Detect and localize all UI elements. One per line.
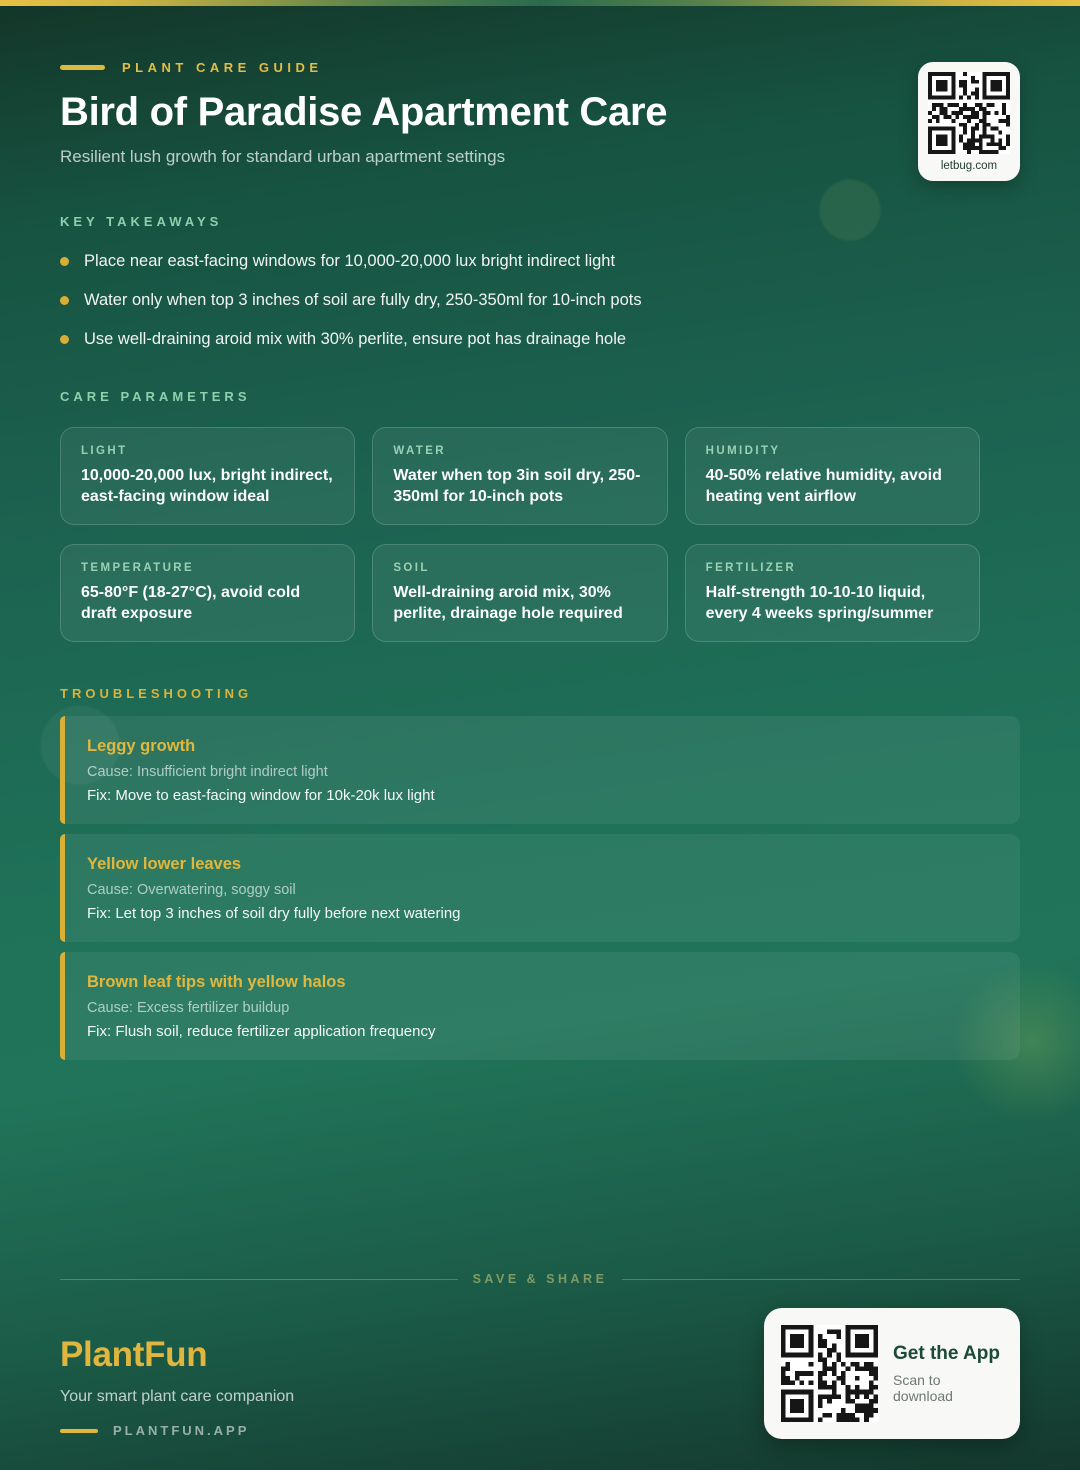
page-subtitle: Resilient lush growth for standard urban apartment settings <box>60 147 506 166</box>
takeaway-text: Use well-draining aroid mix with 30% perlite, ensure pot has drainage hole <box>84 330 627 348</box>
parameter-label: TEMPERATURE <box>81 562 195 574</box>
app-card-subtitle: Scan to download <box>893 1372 953 1404</box>
trouble-cause: Cause: Insufficient bright indirect light <box>87 764 328 780</box>
parameter-value: Well-draining aroid mix, 30% perlite, drainage hole required <box>393 584 623 622</box>
parameter-value: 65-80°F (18-27°C), avoid cold draft exposure <box>81 584 301 622</box>
parameter-value: Water when top 3in soil dry, 250-350ml for 10-inch pots <box>393 467 641 505</box>
bullet-dot-icon <box>60 296 69 305</box>
app-card-title: Get the App <box>893 1343 1000 1364</box>
get-the-app-card <box>764 1308 1020 1439</box>
parameter-label: SOIL <box>393 562 430 574</box>
troubleshooting-heading: TROUBLESHOOTING <box>60 686 253 701</box>
care-parameter-card <box>372 427 667 525</box>
troubleshooting-item <box>60 952 1020 1060</box>
eyebrow-dash-icon <box>60 65 105 70</box>
divider-line <box>622 1279 1020 1280</box>
key-takeaways-heading: KEY TAKEAWAYS <box>60 214 223 229</box>
qr-code-icon <box>781 1325 878 1422</box>
qr-card-letbug <box>918 62 1020 181</box>
takeaway-item <box>60 289 1020 312</box>
qr-code-icon <box>928 72 1010 154</box>
eyebrow-label: PLANT CARE GUIDE <box>122 60 323 75</box>
takeaway-item <box>60 328 1020 351</box>
footer <box>60 1308 1020 1439</box>
troubleshooting-list <box>60 716 1020 1060</box>
save-share-label: SAVE & SHARE <box>472 1272 608 1286</box>
brand-tagline: Your smart plant care companion <box>60 1388 295 1405</box>
takeaway-item <box>60 250 1020 273</box>
care-parameter-card <box>60 427 355 525</box>
care-parameter-card <box>372 544 667 642</box>
trouble-fix: Fix: Let top 3 inches of soil dry fully before next watering <box>87 905 461 922</box>
brand-block <box>60 1308 294 1438</box>
trouble-cause: Cause: Overwatering, soggy soil <box>87 882 296 898</box>
care-parameter-card <box>685 427 980 525</box>
page-title: Bird of Paradise Apartment Care <box>60 90 668 134</box>
care-parameters-heading: CARE PARAMETERS <box>60 389 251 404</box>
trouble-title: Brown leaf tips with yellow halos <box>87 973 346 991</box>
app-card-text <box>893 1343 1003 1404</box>
site-url-label: PLANTFUN.APP <box>113 1423 250 1438</box>
parameter-label: FERTILIZER <box>705 562 797 574</box>
brand-logo: PlantFun <box>60 1335 208 1374</box>
trouble-fix: Fix: Flush soil, reduce fertilizer application frequency <box>87 1023 436 1040</box>
troubleshooting-item <box>60 716 1020 824</box>
takeaway-text: Place near east-facing windows for 10,000-20,000 lux bright indirect light <box>84 252 616 270</box>
care-parameter-card <box>60 544 355 642</box>
troubleshooting-item <box>60 834 1020 942</box>
bullet-dot-icon <box>60 335 69 344</box>
parameter-label: WATER <box>393 445 446 457</box>
save-share-divider <box>60 1272 1020 1286</box>
parameter-value: 40-50% relative humidity, avoid heating vent airflow <box>705 467 942 505</box>
care-parameters-grid <box>60 427 980 642</box>
qr-card-label: letbug.com <box>940 160 998 172</box>
site-dash-icon <box>60 1429 98 1433</box>
key-takeaways-list <box>60 250 1020 351</box>
divider-line <box>60 1279 458 1280</box>
site-row <box>60 1423 294 1438</box>
trouble-cause: Cause: Excess fertilizer buildup <box>87 1000 290 1016</box>
trouble-fix: Fix: Move to east-facing window for 10k-20k lux light <box>87 787 435 804</box>
parameter-label: LIGHT <box>81 445 128 457</box>
bullet-dot-icon <box>60 257 69 266</box>
parameter-value: Half-strength 10-10-10 liquid, every 4 weeks spring/summer <box>705 584 934 622</box>
care-parameter-card <box>685 544 980 642</box>
trouble-title: Leggy growth <box>87 737 196 755</box>
parameter-value: 10,000-20,000 lux, bright indirect, east-facing window ideal <box>81 467 333 505</box>
trouble-title: Yellow lower leaves <box>87 855 242 873</box>
takeaway-text: Water only when top 3 inches of soil are fully dry, 250-350ml for 10-inch pots <box>84 291 642 309</box>
parameter-label: HUMIDITY <box>705 445 781 457</box>
header-eyebrow-row <box>60 60 1020 75</box>
